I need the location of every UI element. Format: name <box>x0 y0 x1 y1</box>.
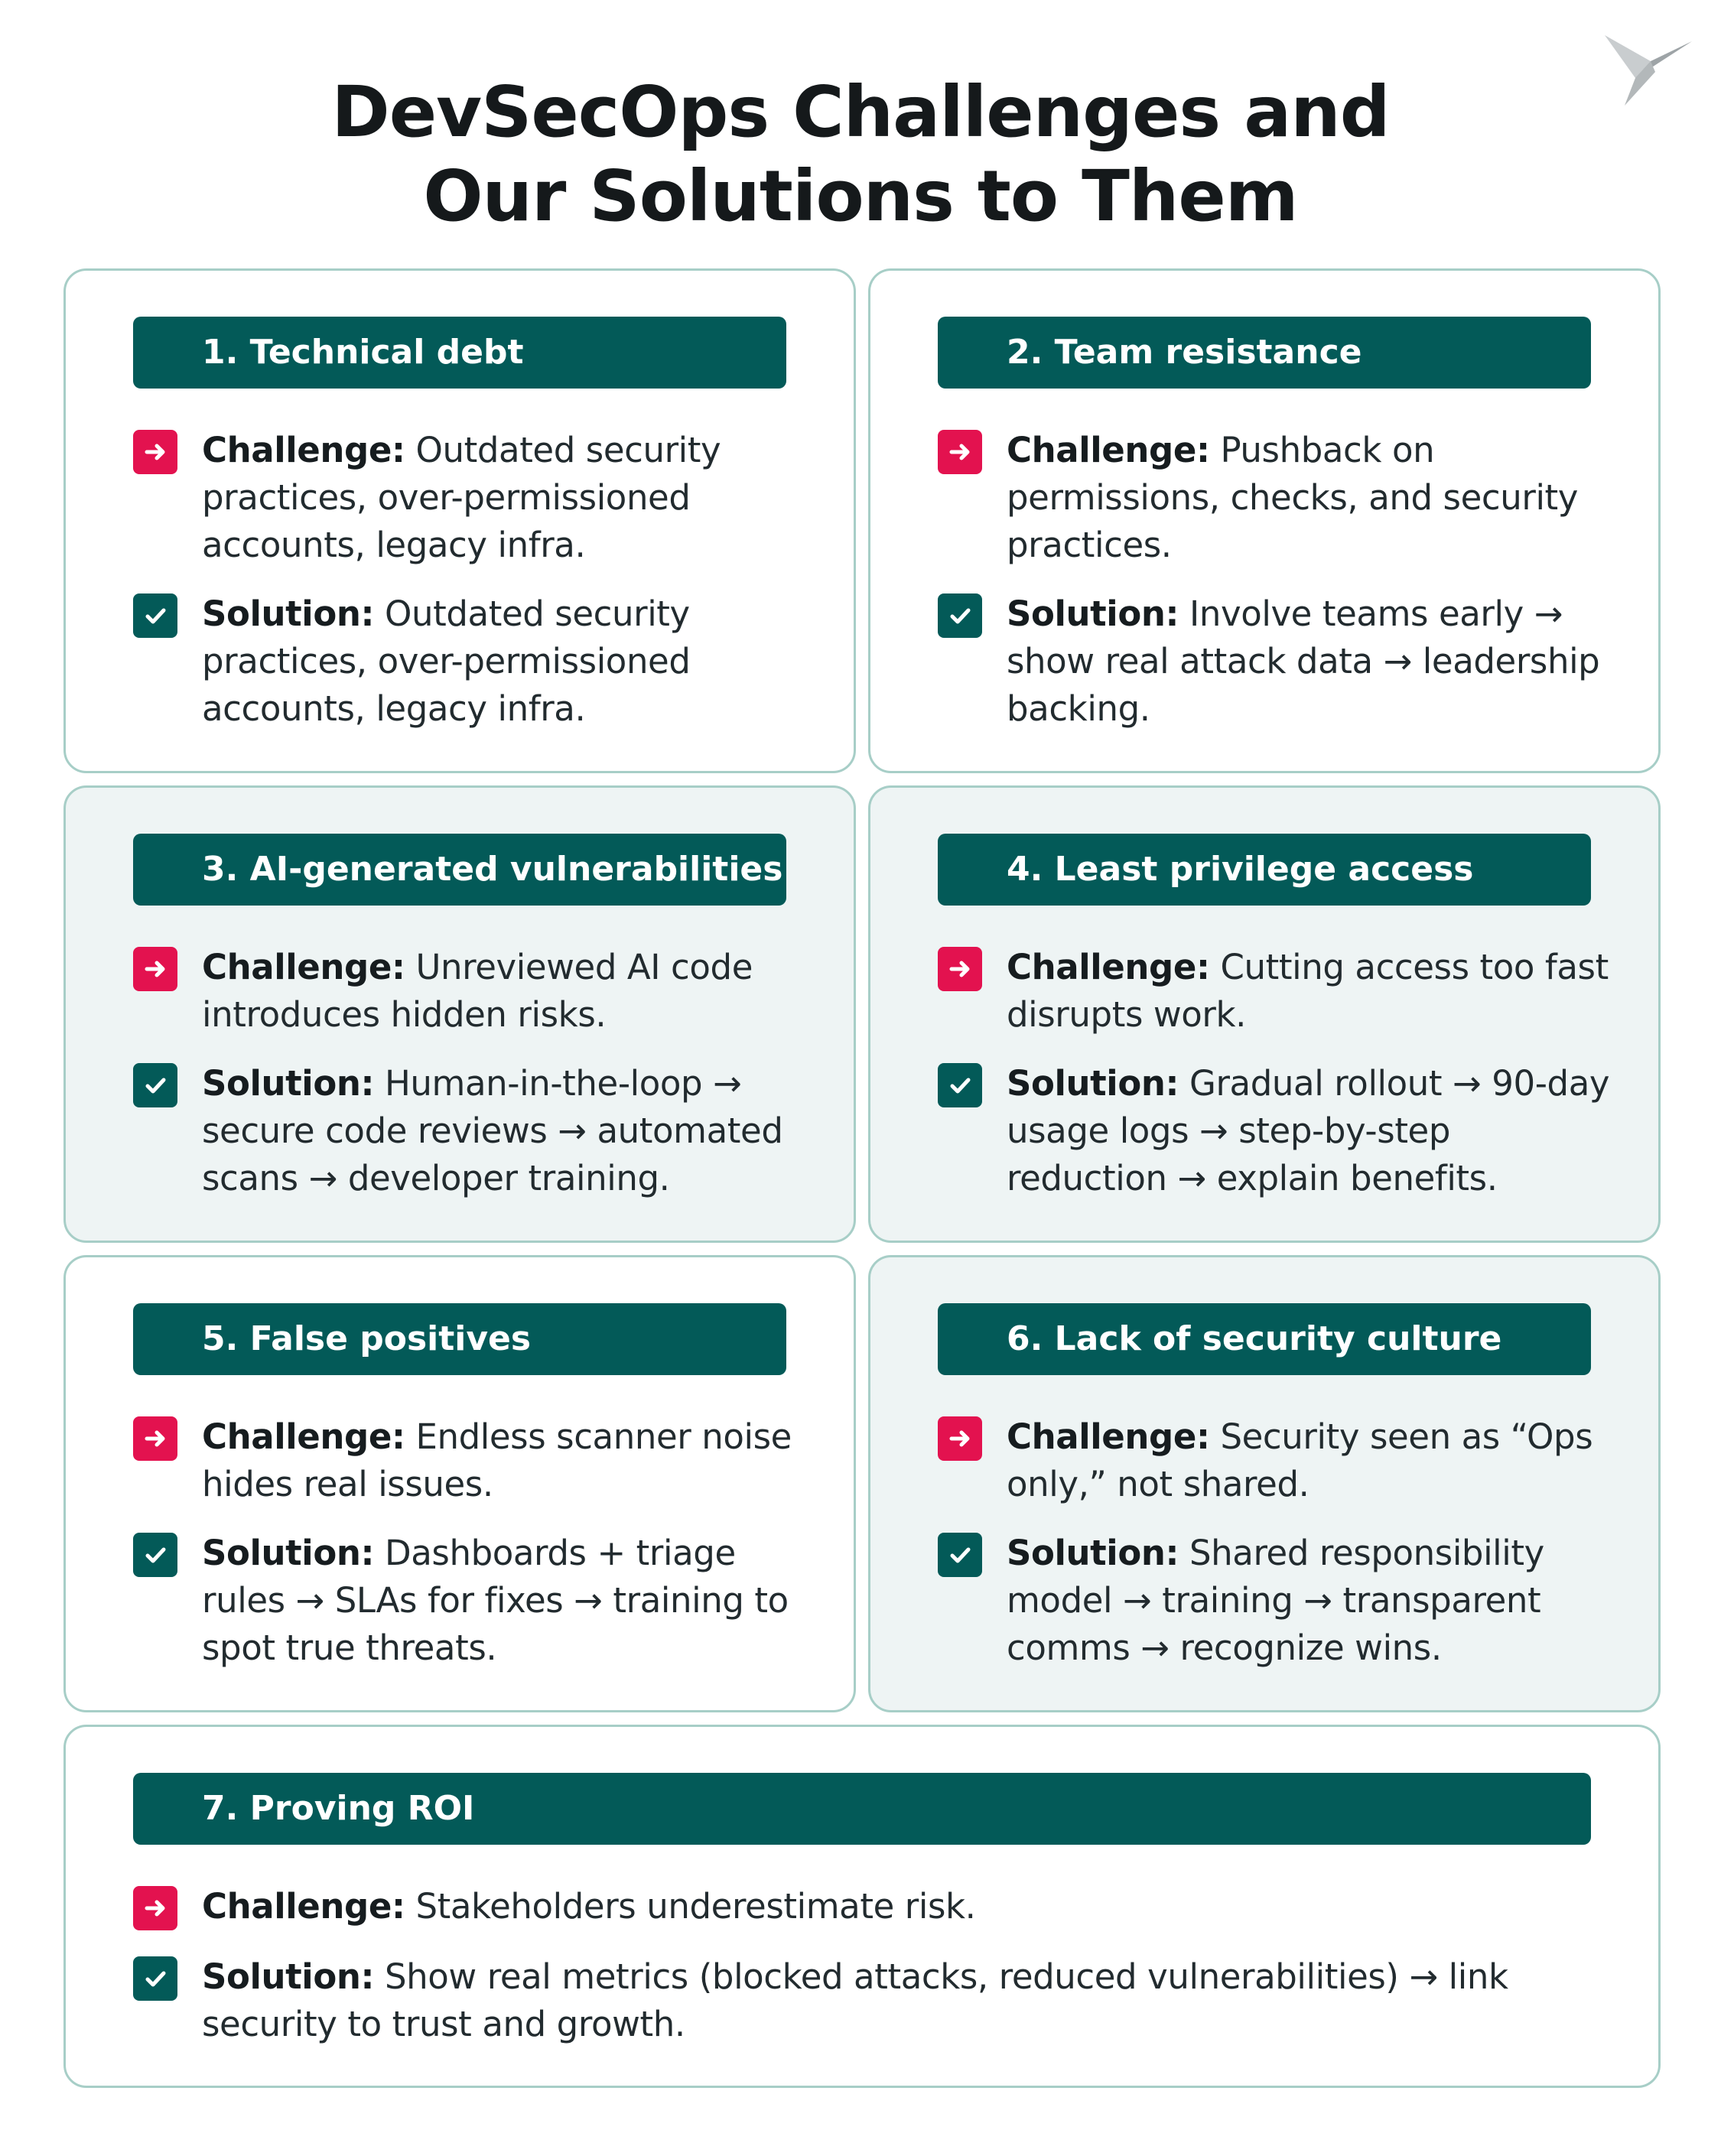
challenge-text: Cutting access too fast disrupts work. <box>1007 947 1609 1035</box>
card-proving-roi <box>63 1725 1661 2088</box>
checkmark-icon <box>133 593 177 638</box>
arrow-right-icon <box>938 947 982 991</box>
solution-label: Solution: <box>202 1956 375 1997</box>
title-line-2: Our Solutions to Them <box>423 155 1298 237</box>
arrow-right-icon <box>133 1886 177 1930</box>
checkmark-icon <box>133 1956 177 2001</box>
solution-item <box>133 590 808 733</box>
arrow-right-icon <box>938 430 982 474</box>
challenge-text: Stakeholders underestimate risk. <box>405 1886 976 1927</box>
solution-text: Human-in-the-loop → secure code reviews → automated scans → developer training. <box>202 1063 783 1198</box>
card-heading: 1. Technical debt <box>133 317 786 389</box>
solution-item <box>133 1530 808 1672</box>
solution-text: Gradual rollout → 90-day usage logs → step-by-step reduction → explain benefits. <box>1007 1063 1610 1198</box>
checkmark-icon <box>133 1063 177 1107</box>
checkmark-icon <box>133 1533 177 1577</box>
challenge-text: Outdated security practices, over-permissioned accounts, legacy infra. <box>202 430 721 565</box>
challenge-item <box>133 1413 808 1508</box>
solution-text: Involve teams early → show real attack data → leadership backing. <box>1007 593 1600 729</box>
solution-label: Solution: <box>202 1063 375 1104</box>
solution-item <box>938 590 1612 733</box>
challenge-item <box>938 427 1612 569</box>
solution-item <box>133 1060 808 1202</box>
solution-item <box>938 1530 1612 1672</box>
arrow-right-icon <box>938 1416 982 1461</box>
solution-label: Solution: <box>202 593 375 634</box>
arrow-right-icon <box>133 430 177 474</box>
card-technical-debt <box>63 268 856 773</box>
solution-text: Shared responsibility model → training → transparent comms → recognize wins. <box>1007 1533 1544 1668</box>
card-heading: 4. Least privilege access <box>938 834 1591 906</box>
arrow-right-icon <box>133 947 177 991</box>
card-heading: 2. Team resistance <box>938 317 1591 389</box>
challenge-label: Challenge: <box>1007 430 1210 470</box>
card-heading: 7. Proving ROI <box>133 1773 1591 1845</box>
card-least-privilege-access <box>868 785 1661 1243</box>
challenge-item <box>133 427 808 569</box>
checkmark-icon <box>938 593 982 638</box>
checkmark-icon <box>938 1533 982 1577</box>
card-team-resistance <box>868 268 1661 773</box>
solution-text: Show real metrics (blocked attacks, reduced vulnerabilities) → link security to trust and growth. <box>202 1956 1508 2044</box>
challenge-label: Challenge: <box>202 947 405 987</box>
page-title <box>0 70 1721 239</box>
challenge-label: Challenge: <box>202 1886 405 1927</box>
challenge-label: Challenge: <box>202 430 405 470</box>
challenge-label: Challenge: <box>1007 947 1210 987</box>
solution-label: Solution: <box>1007 593 1179 634</box>
solution-label: Solution: <box>1007 1533 1179 1573</box>
challenge-text: Endless scanner noise hides real issues. <box>202 1416 792 1504</box>
challenge-text: Unreviewed AI code introduces hidden risks. <box>202 947 753 1035</box>
solution-text: Dashboards + triage rules → SLAs for fixes → training to spot true threats. <box>202 1533 789 1668</box>
challenge-label: Challenge: <box>1007 1416 1210 1457</box>
challenge-text: Security seen as “Ops only,” not shared. <box>1007 1416 1593 1504</box>
challenge-text: Pushback on permissions, checks, and security practices. <box>1007 430 1579 565</box>
solution-label: Solution: <box>202 1533 375 1573</box>
checkmark-icon <box>938 1063 982 1107</box>
challenge-item <box>133 944 808 1039</box>
challenge-item <box>938 1413 1612 1508</box>
challenge-item <box>938 944 1612 1039</box>
card-heading: 5. False positives <box>133 1303 786 1375</box>
solution-item <box>938 1060 1612 1202</box>
arrow-right-icon <box>133 1416 177 1461</box>
card-heading: 6. Lack of security culture <box>938 1303 1591 1375</box>
challenge-item <box>133 1883 1582 1930</box>
card-ai-generated-vulnerabilities <box>63 785 856 1243</box>
solution-text: Outdated security practices, over-permissioned accounts, legacy infra. <box>202 593 691 729</box>
card-false-positives <box>63 1255 856 1712</box>
solution-item <box>133 1953 1582 2048</box>
card-lack-of-security-culture <box>868 1255 1661 1712</box>
challenge-label: Challenge: <box>202 1416 405 1457</box>
card-heading: 3. AI-generated vulnerabilities <box>133 834 786 906</box>
solution-label: Solution: <box>1007 1063 1179 1104</box>
title-line-1: DevSecOps Challenges and <box>331 71 1390 153</box>
